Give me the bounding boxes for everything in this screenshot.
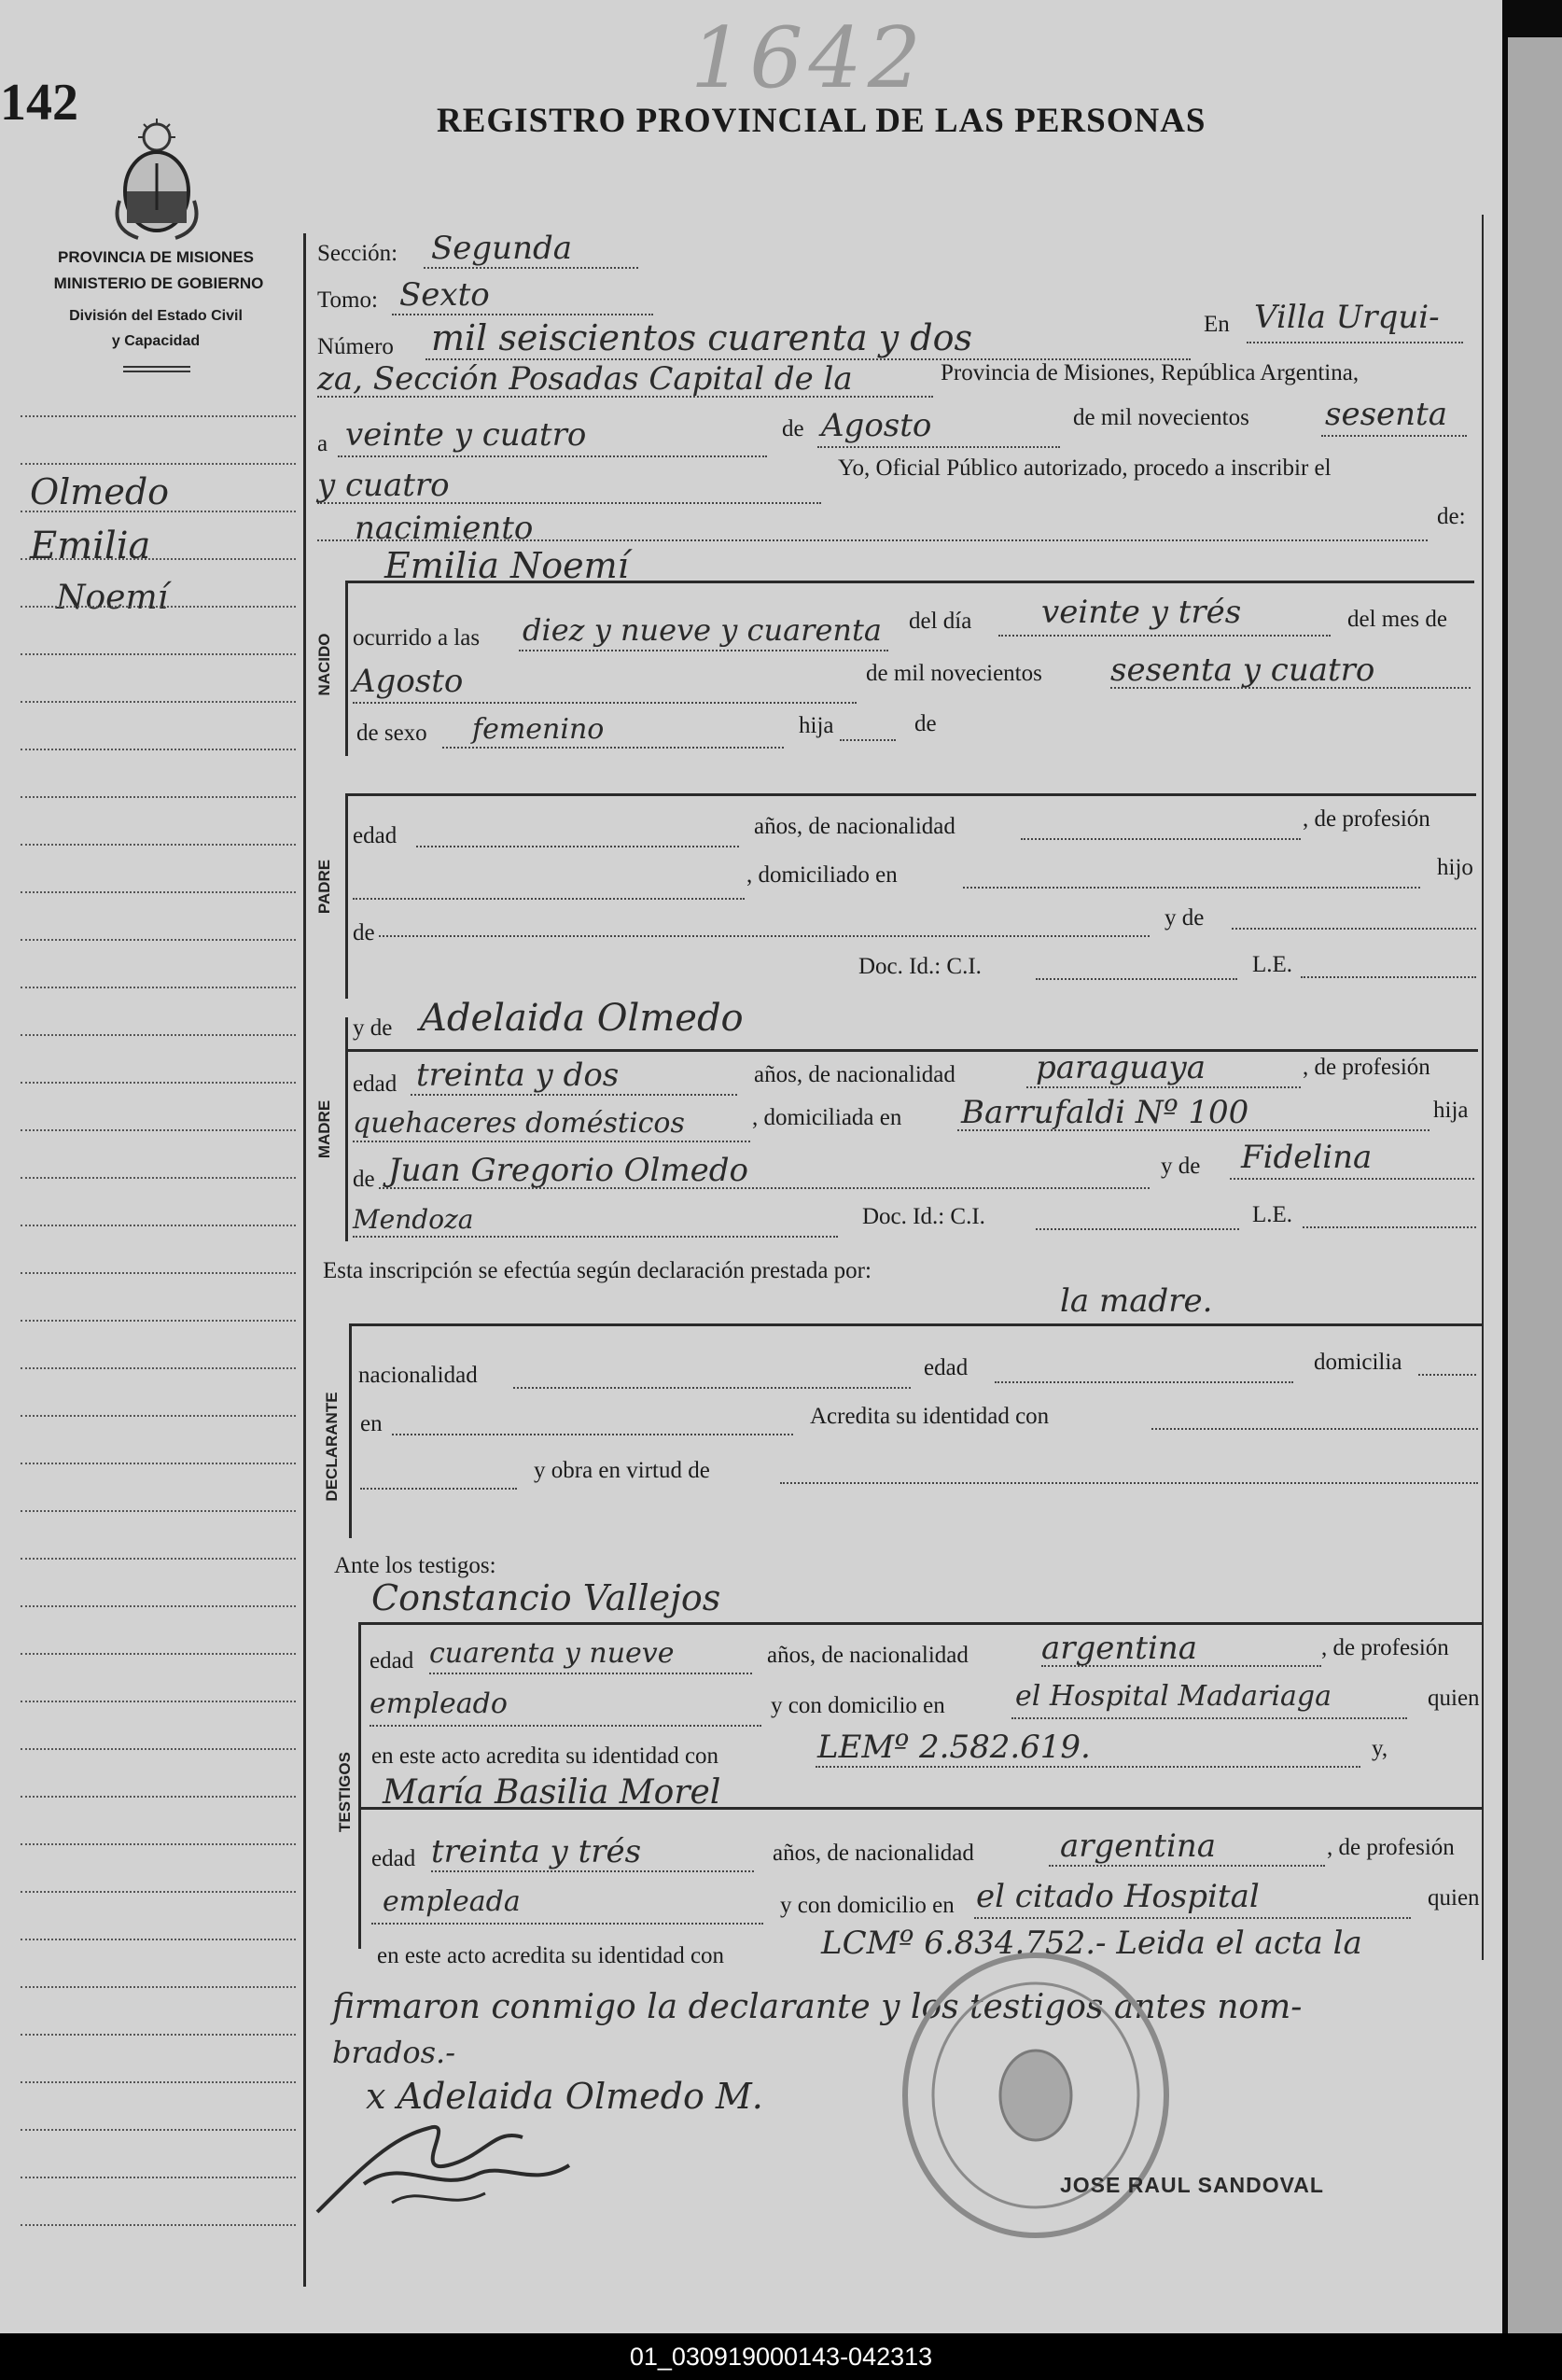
margin-ruled-line [21,463,296,465]
official-seal-icon [896,1941,1176,2249]
label-quien-t1: quien [1428,1686,1480,1711]
margin-ruled-line [21,1082,296,1084]
margin-ruled-line [21,1701,296,1702]
closing-line-2: brados.- [332,2035,456,2070]
label-provincia: Provincia de Misiones, República Argentina, [941,360,1360,385]
label-esta-inscripcion: Esta inscripción se efectúa según declaración prestada por: [323,1258,872,1283]
label-madre: MADRE [315,1099,333,1159]
label-y-de-madre: y de [353,1015,393,1041]
testigos-bracket [358,1622,361,1949]
label-numero: Número [317,334,394,359]
label-de-sexo-de: de [914,711,937,736]
value-madre-nac: paraguaya [1036,1049,1206,1086]
value-declarante: la madre. [1060,1282,1213,1320]
margin-ruled-line [21,1463,296,1464]
label-anos-nac-t1: años, de nacionalidad [767,1643,969,1668]
label-yo: Yo, Oficial Público autorizado, procedo a inscribir el [838,455,1332,481]
value-testigo2-nombre: María Basilia Morel [383,1773,721,1812]
signature-scribble [308,2100,588,2231]
label-edad-padre: edad [353,823,397,848]
official-name: JOSE RAUL SANDOVAL [1060,2173,1324,2197]
value-t2-edad: treinta y trés [431,1833,642,1870]
value-madre-madre: Fidelina [1241,1139,1373,1176]
value-madre-edad: treinta y dos [416,1057,620,1094]
sidebar-division: División del Estado Civil [69,308,243,324]
stamp-number: 1642 [690,9,927,107]
label-edad-madre: edad [353,1071,397,1097]
sidebar-underline [123,366,190,372]
label-del-dia: del día [909,609,972,634]
label-en-este-acto-t2: en este acto acredita su identidad con [377,1943,725,1968]
label-padre: PADRE [315,859,333,915]
label-prof-t1: , de profesión [1321,1635,1449,1660]
rule-declarante-top [349,1323,1482,1326]
rule-padre-top [345,793,1476,796]
value-t2-dom: el citado Hospital [976,1878,1260,1915]
margin-ruled-line [21,511,296,512]
margin-ruled-line [21,1748,296,1750]
label-de-mil2: de mil novecientos [866,661,1042,686]
margin-ruled-line [21,891,296,893]
margin-ruled-line [21,2177,296,2178]
label-prof-madre: , de profesión [1303,1055,1430,1080]
value-t2-prof: empleada [383,1885,521,1918]
label-nacido: NACIDO [315,633,333,696]
margin-ruled-line [21,1510,296,1512]
label-en: En [1204,312,1230,337]
margin-ruled-line [21,701,296,703]
adjacent-page-edge [1508,37,1562,2333]
margin-ruled-line [21,987,296,988]
declarante-bracket [349,1323,352,1538]
sidebar-province: PROVINCIA DE MISIONES [57,248,254,266]
label-seccion: Sección: [317,241,398,266]
label-domiciliada: , domiciliada en [752,1105,902,1130]
value-t1-edad: cuarenta y nueve [429,1637,675,1670]
label-de: de [782,416,804,441]
value-t2-doc: LCMº 6.834.752.- Leida el acta la [821,1925,1362,1962]
margin-ruled-line [21,2129,296,2131]
value-mes: Agosto [821,407,932,444]
margin-ruled-line [21,1320,296,1322]
value-en: Villa Urqui- [1254,299,1440,336]
margin-ruled-line [21,415,296,417]
label-testigos: TESTIGOS [336,1752,354,1832]
value-t1-dom: el Hospital Madariaga [1015,1680,1332,1713]
label-con-dom-t2: y con domicilio en [780,1893,955,1918]
label-anos-nac-t2: años, de nacionalidad [773,1841,974,1866]
label-y-t1: y, [1372,1736,1388,1761]
margin-ruled-line [21,1034,296,1036]
margin-ruled-line [21,653,296,655]
value-tomo: Sexto [399,276,490,314]
margin-ruled-line [21,1415,296,1417]
margin-ruled-line [21,1891,296,1893]
declarant-signature: x Adelaida Olmedo M. [366,2076,763,2117]
value-t1-prof: empleado [370,1687,508,1720]
value-madre-padre: Juan Gregorio Olmedo [388,1152,749,1189]
margin-first-name: Emilia [30,525,151,567]
value-numero: mil seiscientos cuarenta y dos [431,317,972,358]
margin-ruled-line [21,1939,296,1940]
value-lugar: za, Sección Posadas Capital de la [317,360,853,398]
margin-middle-name: Noemí [56,579,169,617]
label-quien-t2: quien [1428,1885,1480,1911]
label-con-dom-t1: y con domicilio en [771,1693,945,1718]
value-mes-nac: Agosto [353,663,464,700]
right-border [1482,215,1484,1960]
label-en-este-acto-t1: en este acto acredita su identidad con [371,1743,719,1769]
padre-bracket [345,793,348,999]
page-title: REGISTRO PROVINCIAL DE LAS PERSONAS [437,102,1206,140]
margin-ruled-line [21,1129,296,1131]
value-sexo: femenino [472,713,605,746]
label-doc-madre: Doc. Id.: C.I. [862,1204,985,1229]
value-madre-dom: Barrufaldi Nº 100 [961,1094,1249,1131]
label-edad-decl: edad [924,1355,969,1380]
label-y-de-madre2: y de [1161,1154,1201,1179]
margin-ruled-line [21,1367,296,1369]
value-madre-madre2: Mendoza [353,1204,474,1235]
nacido-bracket [345,581,348,756]
label-acredita: Acredita su identidad con [810,1404,1050,1429]
label-en-decl: en [360,1411,383,1436]
coat-of-arms-icon [110,117,203,243]
sidebar-division-2: y Capacidad [111,333,201,349]
value-testigo1-nombre: Constancio Vallejos [371,1577,721,1618]
margin-ruled-line [21,1653,296,1655]
margin-ruled-line [21,2081,296,2083]
sidebar-ministry: MINISTERIO DE GOBIERNO [53,274,264,292]
label-de-padre: de [353,920,375,945]
label-domiciliado: , domiciliado en [746,862,898,888]
value-anio-nac: sesenta y cuatro [1110,651,1375,689]
value-madre: Adelaida Olmedo [420,997,744,1040]
margin-surname: Olmedo [30,471,170,512]
value-madre-prof: quehaceres domésticos [353,1107,685,1140]
madre-bracket [345,1017,348,1241]
margin-ruled-line [21,2034,296,2036]
margin-ruled-line [21,1843,296,1845]
label-de-mil: de mil novecientos [1073,405,1249,430]
margin-ruled-line [21,2224,296,2226]
margin-ruled-line [21,1605,296,1607]
value-dia-nac: veinte y trés [1041,594,1242,631]
label-del-mes: del mes de [1347,607,1447,632]
value-dia: veinte y cuatro [345,416,587,454]
label-declarante: DECLARANTE [323,1392,341,1502]
margin-ruled-line [21,1272,296,1274]
label-de-madre: de [353,1167,375,1192]
margin-ruled-line [21,606,296,608]
value-anio1: sesenta [1325,396,1447,433]
margin-ruled-line [21,558,296,560]
label-a: a [317,431,328,456]
label-hija: hija [799,713,834,738]
label-de-sexo: de sexo [356,721,427,746]
label-y-de-padre: y de [1165,905,1205,931]
label-prof-padre: , de profesión [1303,806,1430,832]
margin-ruled-line [21,1558,296,1560]
label-ante: Ante los testigos: [334,1553,496,1578]
margin-ruled-line [21,1986,296,1988]
label-edad-t1: edad [370,1648,414,1673]
label-le-padre: L.E. [1252,952,1293,977]
page-number: 142 [0,74,78,132]
label-anos-nac-madre: años, de nacionalidad [754,1062,955,1087]
value-nombre: Emilia Noemí [384,545,629,586]
label-y-obra: y obra en virtud de [534,1458,710,1483]
label-ocurrido: ocurrido a las [353,625,481,651]
value-t1-nac: argentina [1041,1630,1198,1667]
label-nacionalidad-decl: nacionalidad [358,1363,478,1388]
margin-ruled-line [21,1225,296,1226]
margin-ruled-line [21,844,296,846]
value-t1-doc: LEMº 2.582.619. [817,1729,1091,1766]
label-hijo: hijo [1437,855,1473,880]
value-seccion: Segunda [431,230,573,267]
label-tomo: Tomo: [317,287,378,313]
label-le-madre: L.E. [1252,1202,1293,1227]
label-doc-padre: Doc. Id.: C.I. [858,954,982,979]
value-hora: diez y nueve y cuarenta [523,612,882,648]
margin-separator [303,233,306,2287]
label-domicilia: domicilia [1314,1350,1402,1375]
margin-ruled-line [21,939,296,941]
label-hija-madre: hija [1433,1098,1469,1123]
value-anio2: y cuatro [317,467,450,504]
label-anos-nac-padre: años, de nacionalidad [754,814,955,839]
label-de-colon: de: [1437,504,1466,529]
value-acto: nacimiento [355,510,534,547]
margin-ruled-line [21,749,296,750]
label-prof-t2: , de profesión [1327,1835,1455,1860]
closing-line-1: firmaron conmigo la declarante y los testigos antes nom- [332,1988,1303,2026]
margin-ruled-line [21,796,296,798]
label-edad-t2: edad [371,1846,416,1871]
margin-ruled-line [21,1796,296,1798]
rule-madre-top [345,1049,1478,1052]
rule-testigos-top [358,1622,1482,1625]
footer-code: 01_030919000143-042313 [0,2333,1562,2380]
margin-ruled-line [21,1177,296,1179]
value-t2-nac: argentina [1060,1827,1217,1865]
